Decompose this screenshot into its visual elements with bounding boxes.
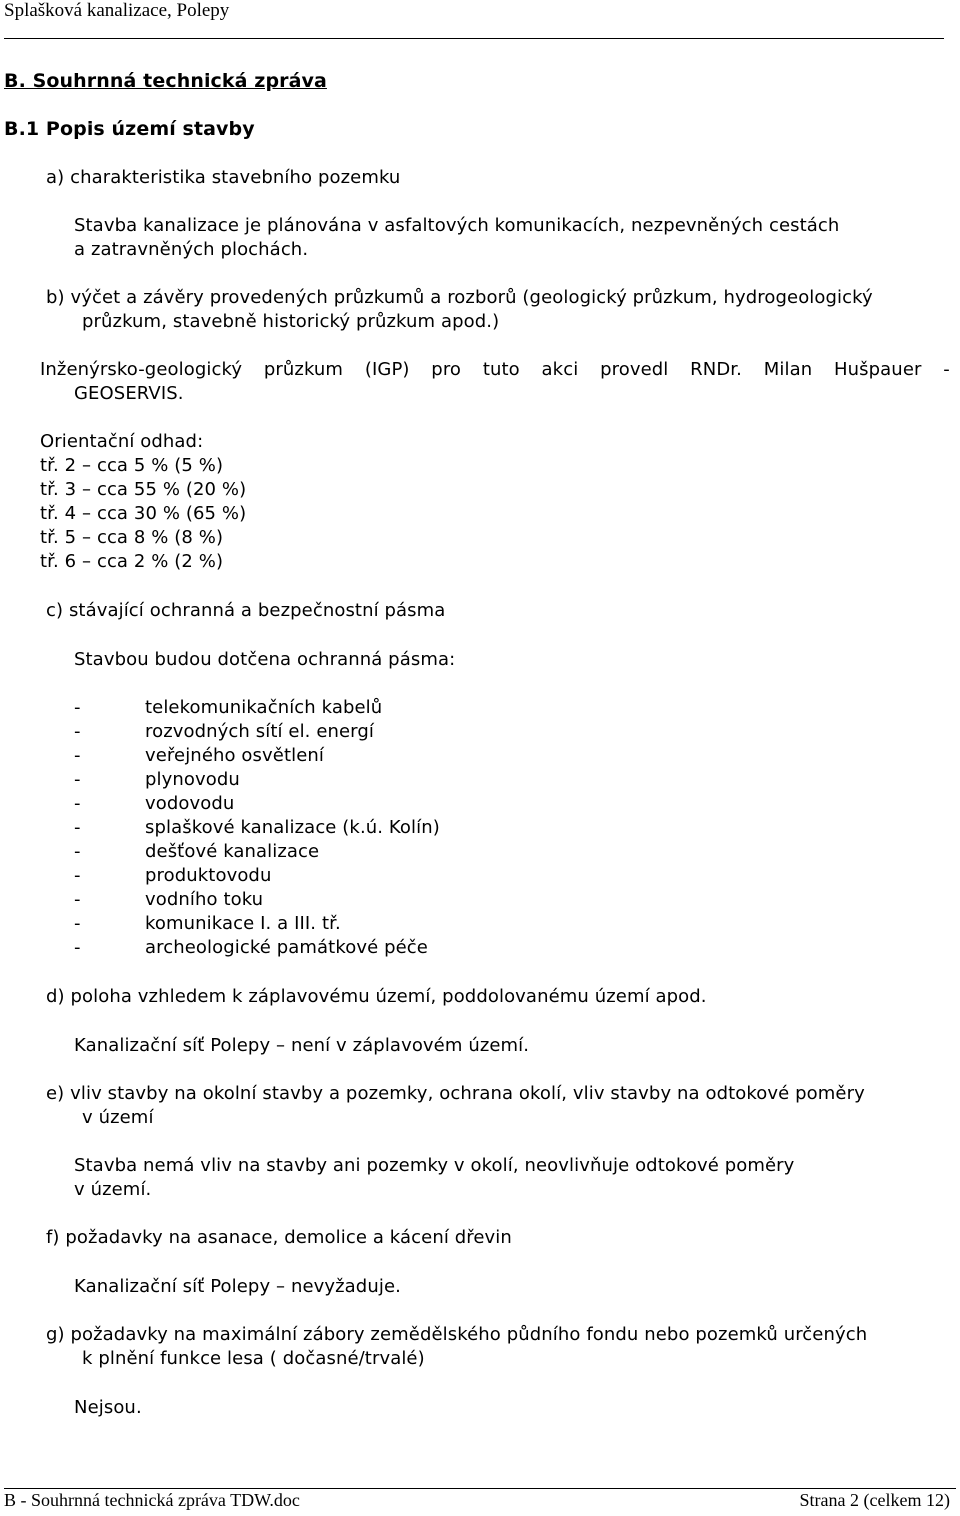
- class-item: tř. 3 – cca 55 % (20 %): [40, 479, 247, 500]
- igp-word: Milan: [763, 359, 813, 380]
- list-item: plynovodu: [145, 769, 240, 790]
- heading-e-line-1: e) vliv stavby na okolní stavby a pozemky, ochrana okolí, vliv stavby na odtokové poměry: [46, 1083, 865, 1104]
- bullet-dash: -: [74, 817, 81, 838]
- footer-filename: B - Souhrnná technická zpráva TDW.doc: [4, 1490, 300, 1510]
- text-a-line-2: a zatravněných plochách.: [74, 239, 309, 260]
- igp-word: Hušpauer: [834, 359, 922, 380]
- text-f: Kanalizační síť Polepy – nevyžaduje.: [74, 1276, 401, 1297]
- footer-rule: [4, 1488, 956, 1489]
- heading-g-line-1: g) požadavky na maximální zábory zemědělského půdního fondu nebo pozemků určených: [46, 1324, 868, 1345]
- list-item: vodovodu: [145, 793, 235, 814]
- heading-b-line-2: průzkum, stavebně historický průzkum apod.): [82, 311, 500, 332]
- heading-g-line-2: k plnění funkce lesa ( dočasné/trvalé): [82, 1348, 425, 1369]
- bullet-dash: -: [74, 865, 81, 886]
- igp-line-1: [40, 358, 950, 382]
- list-item: veřejného osvětlení: [145, 745, 324, 766]
- section-title: B. Souhrnná technická zpráva: [4, 70, 327, 92]
- bullet-dash: -: [74, 721, 81, 742]
- heading-b-line-1: b) výčet a závěry provedených průzkumů a rozborů (geologický průzkum, hydrogeologický: [46, 287, 873, 308]
- list-item: dešťové kanalizace: [145, 841, 320, 862]
- text-g: Nejsou.: [74, 1397, 142, 1418]
- header-rule: [4, 38, 944, 39]
- text-e-line-2: v území.: [74, 1179, 152, 1200]
- igp-word: Inženýrsko-geologický: [40, 359, 243, 380]
- bullet-dash: -: [74, 745, 81, 766]
- bullet-dash: -: [74, 913, 81, 934]
- heading-c: c) stávající ochranná a bezpečnostní pásma: [46, 600, 446, 621]
- list-item: produktovodu: [145, 865, 272, 886]
- bullet-dash: -: [74, 769, 81, 790]
- igp-word: (IGP): [364, 359, 410, 380]
- bullet-dash: -: [74, 889, 81, 910]
- igp-word: provedl: [600, 359, 669, 380]
- list-item: telekomunikačních kabelů: [145, 697, 383, 718]
- text-c-intro: Stavbou budou dotčena ochranná pásma:: [74, 649, 456, 670]
- page-header-title: Splašková kanalizace, Polepy: [4, 0, 230, 21]
- igp-word: tuto: [482, 359, 520, 380]
- class-item: tř. 6 – cca 2 % (2 %): [40, 551, 224, 572]
- igp-line-2: GEOSERVIS.: [74, 383, 184, 404]
- class-item: tř. 5 – cca 8 % (8 %): [40, 527, 224, 548]
- list-item: komunikace I. a III. tř.: [145, 913, 341, 934]
- heading-a: a) charakteristika stavebního pozemku: [46, 167, 401, 188]
- text-d: Kanalizační síť Polepy – není v záplavovém území.: [74, 1035, 530, 1056]
- bullet-dash: -: [74, 793, 81, 814]
- section-subtitle: B.1 Popis území stavby: [4, 118, 255, 140]
- bullet-dash: -: [74, 841, 81, 862]
- text-e-line-1: Stavba nemá vliv na stavby ani pozemky v okolí, neovlivňuje odtokové poměry: [74, 1155, 795, 1176]
- estimate-label: Orientační odhad:: [40, 431, 204, 452]
- class-item: tř. 4 – cca 30 % (65 %): [40, 503, 247, 524]
- bullet-dash: -: [74, 937, 81, 958]
- list-item: splaškové kanalizace (k.ú. Kolín): [145, 817, 440, 838]
- igp-word: akci: [541, 359, 579, 380]
- list-item: rozvodných sítí el. energí: [145, 721, 374, 742]
- text-a-line-1: Stavba kanalizace je plánována v asfaltových komunikacích, nezpevněných cestách: [74, 215, 840, 236]
- igp-word: -: [943, 359, 950, 380]
- heading-d: d) poloha vzhledem k záplavovému území, poddolovanému území apod.: [46, 986, 707, 1007]
- footer-page-number: Strana 2 (celkem 12): [799, 1490, 950, 1510]
- heading-f: f) požadavky na asanace, demolice a kácení dřevin: [46, 1227, 512, 1248]
- class-item: tř. 2 – cca 5 % (5 %): [40, 455, 224, 476]
- list-item: archeologické památkové péče: [145, 937, 428, 958]
- igp-word: pro: [431, 359, 462, 380]
- heading-e-line-2: v území: [82, 1107, 154, 1128]
- igp-word: RNDr.: [690, 359, 742, 380]
- list-item: vodního toku: [145, 889, 264, 910]
- igp-word: průzkum: [263, 359, 344, 380]
- bullet-dash: -: [74, 697, 81, 718]
